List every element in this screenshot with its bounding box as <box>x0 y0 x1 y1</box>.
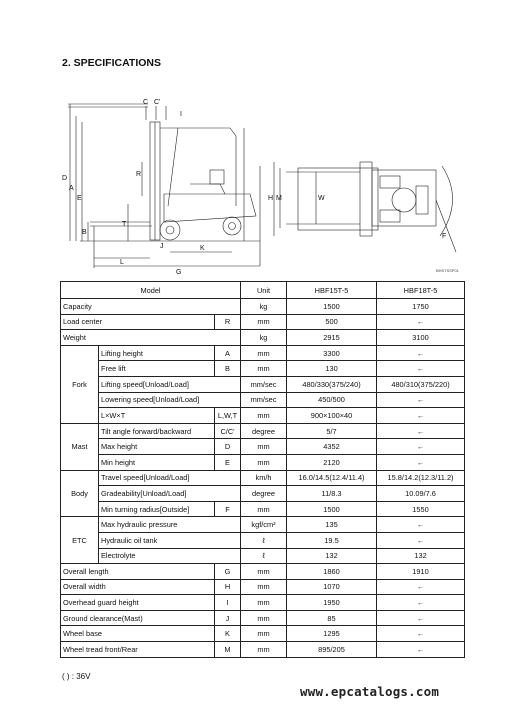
group-fork: Fork <box>61 345 99 423</box>
table-row: Lowering speed[Unload/Load] mm/sec 450/500 ← <box>61 392 465 408</box>
svg-text:K: K <box>200 245 205 252</box>
table-row: Wheel tread front/Rear M mm 895/205 ← <box>61 642 465 658</box>
table-row: Wheel base K mm 1295 ← <box>61 626 465 642</box>
table-row: Body Travel speed[Unload/Load] km/h 16.0/14.5(12.4/11.4) 15.8/14.2(12.3/11.2) <box>61 470 465 486</box>
table-row: L×W×T L,W,T mm 900×100×40 ← <box>61 408 465 424</box>
svg-text:B: B <box>82 229 87 236</box>
table-row: Load center R mm 500 ← <box>61 314 465 330</box>
svg-text:R: R <box>136 171 142 178</box>
voltage-note: ( ) : 36V <box>62 672 91 681</box>
svg-text:H: H <box>268 195 274 202</box>
table-row: Ground clearance(Mast) J mm 85 ← <box>61 610 465 626</box>
header-model1: HBF15T-5 <box>287 282 377 299</box>
table-row: Free lift B mm 130 ← <box>61 361 465 377</box>
forklift-dimension-drawing <box>60 76 470 276</box>
svg-text:F: F <box>442 233 447 240</box>
header-model: Model <box>61 282 241 299</box>
spec-table <box>60 281 465 658</box>
table-row: Lifting speed[Unload/Load] mm/sec 480/330(375/240) 480/310(375/220) <box>61 376 465 392</box>
svg-text:C': C' <box>154 99 161 106</box>
table-header-row <box>61 282 465 299</box>
table-row: Overall width H mm 1070 ← <box>61 579 465 595</box>
watermark: www.epcatalogs.com <box>300 684 440 699</box>
group-mast: Mast <box>61 423 99 470</box>
section-title: 2. SPECIFICATIONS <box>62 57 161 69</box>
svg-text:A: A <box>69 185 74 192</box>
svg-text:J: J <box>160 243 164 250</box>
table-row: Min height E mm 2120 ← <box>61 454 465 470</box>
header-unit: Unit <box>241 282 287 299</box>
svg-text:C: C <box>143 99 149 106</box>
drawing-labels <box>62 99 446 276</box>
table-row: ETC Max hydraulic pressure kgf/cm² 135 ← <box>61 517 465 533</box>
svg-text:E: E <box>77 195 82 202</box>
table-row: Overhead guard height I mm 1950 ← <box>61 595 465 611</box>
table-row: Min turning radius[Outside] F mm 1500 1550 <box>61 501 465 517</box>
table-row: Gradeability[Unload/Load] degree 11/8.3 10.09/7.6 <box>61 486 465 502</box>
table-row: Fork Lifting height A mm 3300 ← <box>61 345 465 361</box>
table-row: Weight kg 2915 3100 <box>61 330 465 346</box>
svg-text:G: G <box>176 269 182 276</box>
svg-text:M: M <box>276 195 282 202</box>
table-row: Max height D mm 4352 ← <box>61 439 465 455</box>
svg-text:I: I <box>180 111 182 118</box>
group-etc: ETC <box>61 517 99 564</box>
table-row: Hydraulic oil tank ℓ 19.5 ← <box>61 532 465 548</box>
svg-text:L: L <box>120 259 124 266</box>
svg-text:W: W <box>318 195 325 202</box>
table-row: Electrolyte ℓ 132 132 <box>61 548 465 564</box>
figure-code: BHS7SSP01 <box>436 268 459 273</box>
table-row: Capacity kg 1500 1750 <box>61 299 465 315</box>
group-body: Body <box>61 470 99 517</box>
table-row: Mast Tilt angle forward/backward C/C' degree 5/7 ← <box>61 423 465 439</box>
svg-text:T: T <box>122 221 127 228</box>
table-row: Overall length G mm 1860 1910 <box>61 564 465 580</box>
svg-text:D: D <box>62 175 68 182</box>
header-model2: HBF18T-5 <box>377 282 465 299</box>
